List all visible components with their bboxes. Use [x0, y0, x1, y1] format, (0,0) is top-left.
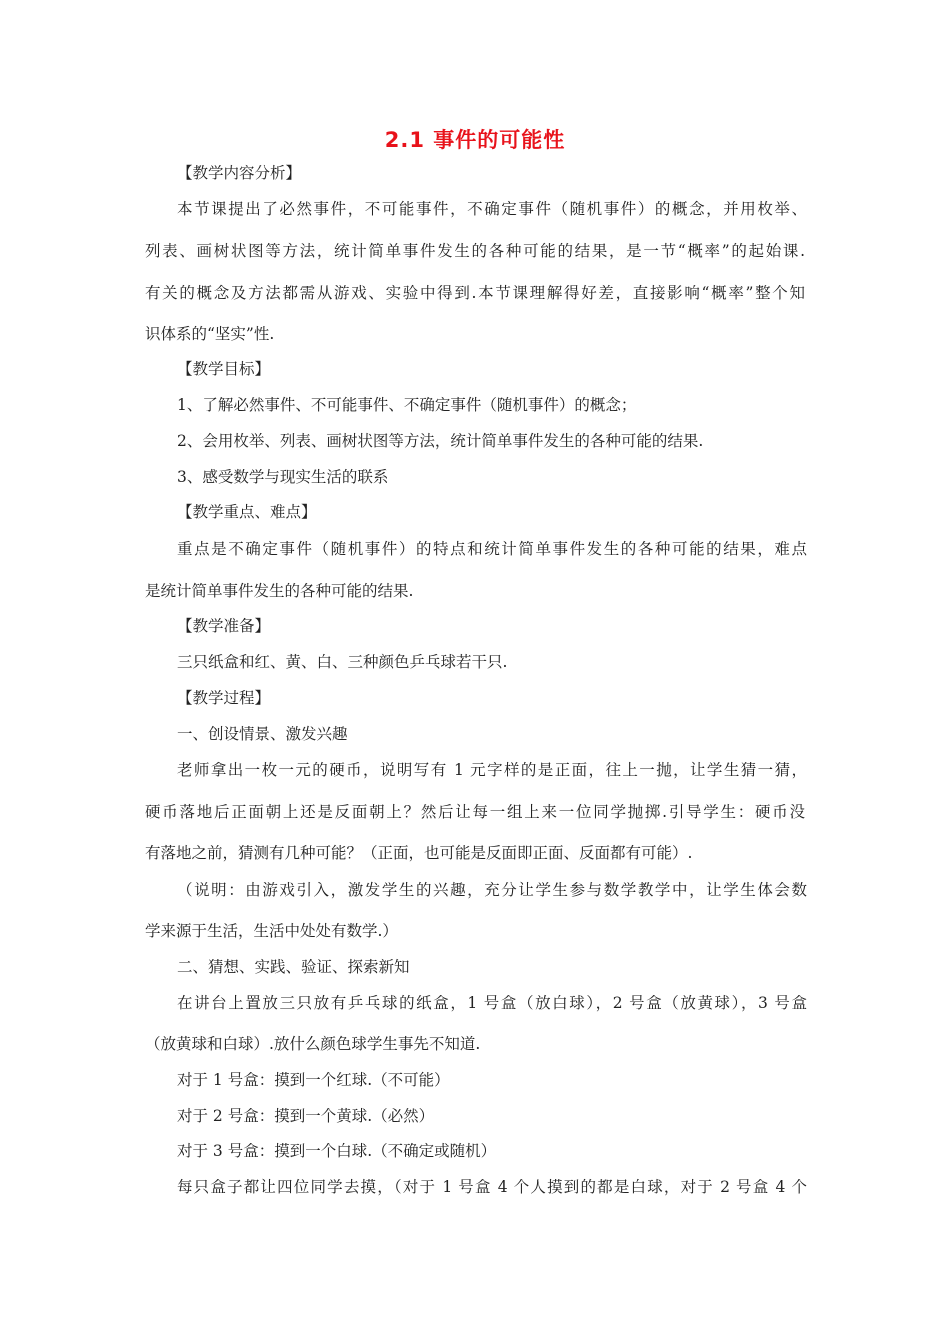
section-heading-process: 【教学过程】: [177, 689, 271, 707]
paragraph-line: 硬币落地后正面朝上还是反面朝上？然后让每一组上来一位同学抛掷.引导学生：硬币没: [145, 803, 805, 821]
objective-item: 1、了解必然事件、不可能事件、不确定事件（随机事件）的概念；: [177, 396, 637, 414]
box-item: 对于 2 号盒：摸到一个黄球.（必然）: [177, 1107, 435, 1125]
objective-item: 2、会用枚举、列表、画树状图等方法，统计简单事件发生的各种可能的结果.: [177, 432, 704, 450]
paragraph-line: 有落地之前，猜测有几种可能？（正面，也可能是反面即正面、反面都有可能）.: [145, 844, 693, 862]
section-heading-preparation: 【教学准备】: [177, 617, 271, 635]
paragraph-line: （放黄球和白球）.放什么颜色球学生事先不知道.: [145, 1035, 481, 1053]
paragraph-line: 三只纸盒和红、黄、白、三种颜色乒乓球若干只.: [177, 653, 508, 671]
page-title: 2.1 事件的可能性: [384, 128, 566, 152]
paragraph-line: 是统计简单事件发生的各种可能的结果.: [145, 582, 414, 600]
note-line: （说明：由游戏引入，激发学生的兴趣，充分让学生参与数学教学中，让学生体会数: [177, 881, 807, 899]
note-line: 学来源于生活，生活中处处有数学.）: [145, 922, 398, 940]
box-item: 对于 1 号盒：摸到一个红球.（不可能）: [177, 1071, 450, 1089]
subsection-heading: 一、创设情景、激发兴趣: [177, 725, 348, 743]
paragraph-line: 老师拿出一枚一元的硬币，说明写有 1 元字样的是正面，往上一抛，让学生猜一猜，: [177, 761, 807, 779]
section-heading-objectives: 【教学目标】: [177, 360, 271, 378]
paragraph-line: 列表、画树状图等方法，统计简单事件发生的各种可能的结果，是一节“概率”的起始课.: [145, 242, 805, 260]
section-heading-content-analysis: 【教学内容分析】: [177, 164, 302, 182]
paragraph-line: 重点是不确定事件（随机事件）的特点和统计简单事件发生的各种可能的结果，难点: [177, 540, 807, 558]
paragraph-line: 识体系的“坚实”性.: [145, 325, 275, 343]
paragraph-line: 本节课提出了必然事件，不可能事件，不确定事件（随机事件）的概念，并用枚举、: [177, 200, 807, 218]
objective-item: 3、感受数学与现实生活的联系: [177, 468, 389, 486]
subsection-heading: 二、猜想、实践、验证、探索新知: [177, 958, 410, 976]
box-item: 对于 3 号盒：摸到一个白球.（不确定或随机）: [177, 1142, 497, 1160]
paragraph-line: 在讲台上置放三只放有乒乓球的纸盒，1 号盒（放白球），2 号盒（放黄球），3 号盒: [177, 994, 807, 1012]
paragraph-line: 有关的概念及方法都需从游戏、实验中得到.本节课理解得好差，直接影响“概率”整个知: [145, 284, 805, 302]
paragraph-line: 每只盒子都让四位同学去摸，（对于 1 号盒 4 个人摸到的都是白球，对于 2 号盒 4 个: [177, 1178, 807, 1196]
section-heading-key-points: 【教学重点、难点】: [177, 503, 317, 521]
